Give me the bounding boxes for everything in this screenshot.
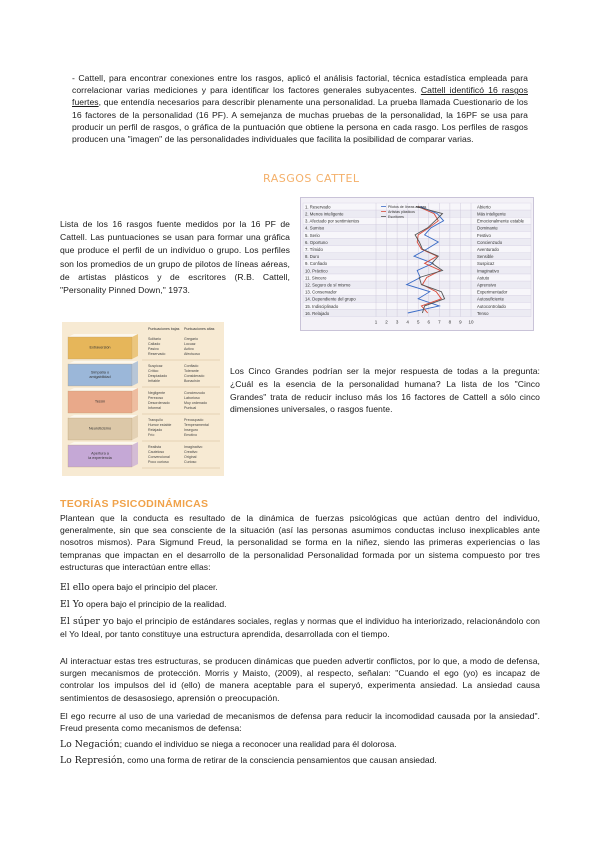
left-trait-label: 10. Práctico — [305, 268, 328, 274]
high-score-word: Inseguro — [184, 428, 198, 432]
represion-term: Lo Represión — [60, 755, 123, 766]
ello-term: El ello — [60, 582, 90, 593]
rasgos-title: RASGOS CATTEL — [263, 172, 360, 185]
left-trait-label: 3. Afectado por sentimientos — [305, 218, 360, 224]
right-trait-label: Aventurado — [477, 246, 499, 252]
high-score-word: Gregario — [184, 337, 198, 341]
intro-underlined: Cattell identificó 16 rasgos fuertes — [72, 85, 528, 108]
left-trait-label: 4. Sumiso — [305, 225, 325, 231]
right-trait-label: Sensible — [477, 254, 494, 260]
chart-svg — [301, 198, 533, 330]
low-score-word: Desordenado — [148, 401, 170, 405]
left-trait-label: 16. Relajado — [305, 310, 330, 316]
high-score-word: Bonachón — [184, 379, 201, 383]
represion-text: , como una forma de retirar de la consciencia pensamientos que causan ansiedad. — [122, 755, 437, 765]
left-trait-label: 14. Dependiente del grupo — [305, 296, 356, 302]
factor-block-top — [68, 361, 138, 364]
low-score-word: Relajado — [148, 428, 163, 432]
left-trait-label: 2. Menos inteligente — [305, 211, 344, 217]
intro-paragraph — [72, 72, 528, 145]
intro-rest: , que entendía necesarios para describir plenamente una personalidad. La prueba llamada Cuestionario de los 16 factores de la personalidad (16 PF). A semejanza de muchas pruebas de la personalidad, la 16PF se usa para producir un perfil de rasgos, o gráfica de la puntuación que obtiene la persona en cada rasgo. Los perfiles de rasgos producen una "imagen" de las personalidades individuales que facilita la posibilidad de comparar varias. — [72, 97, 528, 145]
high-score-word: Concienzudo — [184, 391, 205, 395]
legend-entry: Artistas plásticos — [388, 210, 415, 214]
x-tick-label: 9 — [459, 319, 462, 325]
left-trait-label: 11. Sincero — [305, 275, 327, 281]
factor-block-side — [132, 361, 138, 386]
ello-line — [60, 581, 540, 594]
big-five-table — [62, 322, 224, 476]
low-score-word: Irritable — [148, 379, 160, 383]
x-tick-label: 7 — [438, 319, 441, 325]
low-score-word: Suspicaz — [148, 364, 163, 368]
x-tick-label: 2 — [385, 319, 388, 325]
low-score-word: Frío — [148, 433, 155, 437]
low-score-word: Perezoso — [148, 396, 164, 400]
x-tick-label: 4 — [406, 319, 409, 325]
legend-entry: Escritores — [388, 215, 404, 219]
lista-paragraph: Lista de los 16 rasgos fuente medidos por la 16 PF de Cattell. Las puntuaciones se usan para formar una gráfica que produce el perfil de un individuo o grupo. Los perfiles son los promedios de un grupo de pilotos de líneas aéreas, de artistas plásticos y de escritores (R.B. Cattell, "Personality Pinned Down," 1973. — [60, 219, 290, 296]
cinco-grandes-paragraph: Los Cinco Grandes podrían ser la mejor respuesta de todas a la pregunta: ¿Cuál es la esencia de la personalidad humana? La lista de los "Cinco Grandes" trata de reducir incluso más los 16 factores de Cattell a sólo cinco dimensiones universales, o rasgos fuente. — [230, 366, 540, 415]
yo-text: opera bajo el principio de la realidad. — [83, 599, 227, 609]
header-high: Puntuaciones altas — [184, 327, 215, 331]
left-trait-label: 7. Tímido — [305, 246, 323, 252]
low-score-word: Informal — [148, 406, 161, 410]
high-score-word: Afectuoso — [184, 352, 200, 356]
left-trait-label: 15. Indisciplinado — [305, 303, 339, 309]
high-score-word: Imaginativo — [184, 445, 203, 449]
right-trait-label: Astuto — [477, 275, 490, 281]
high-score-word: Confiado — [184, 364, 199, 368]
factor-block-side — [132, 415, 138, 440]
right-trait-label: Aprensivo — [477, 282, 497, 288]
factor-name: Neuroticismo — [88, 426, 112, 431]
factor-name: Apertura a — [91, 451, 109, 456]
header-low: Puntuaciones bajas — [148, 327, 180, 331]
represion-line — [60, 754, 540, 767]
low-score-word: Realista — [148, 445, 161, 449]
right-trait-label: Experimentador — [477, 289, 508, 295]
right-trait-label: Suspicaz — [477, 261, 495, 267]
x-tick-label: 8 — [448, 319, 452, 325]
negacion-term: Lo Negación — [60, 739, 120, 750]
low-score-word: Humor estable — [148, 423, 172, 427]
factor-name: la experiencia — [88, 456, 112, 460]
factor-name: amigabilidad — [89, 375, 111, 379]
factor-block-top — [68, 415, 138, 418]
psico-paragraph-1: Plantean que la conducta es resultado de la dinámica de fuerzas psicológicas que actúan dentro del individuo, generalmente, sin que sea consciente de la situación (así las personas asumimos conductas incluso inexplicables ante nosotros mismos). Para Sigmund Freud, la personalidad se forma en la niñez, siendo las primeras experiencias o las tempranas que impactan en el desarrollo de la personalidad Personalidad formada por un sistema compuesto por tres estructuras que interactúan entre ellas: — [60, 513, 540, 572]
high-score-word: Muy ordenado — [184, 401, 207, 405]
x-tick-label: 1 — [374, 319, 378, 325]
right-trait-label: Más inteligente — [477, 211, 506, 217]
high-score-word: Locuaz — [184, 342, 196, 346]
right-trait-label: Abierto — [477, 204, 491, 210]
low-score-word: Crítico — [148, 369, 159, 373]
low-score-word: Poco curioso — [148, 460, 169, 464]
low-score-word: Reservado — [148, 352, 166, 356]
right-trait-label: Emocionalmente estable — [477, 218, 525, 224]
high-score-word: Tolerante — [184, 369, 199, 373]
factor-block-top — [68, 442, 138, 445]
high-score-word: Activo — [184, 347, 194, 351]
low-score-word: Negligente — [148, 391, 166, 395]
left-trait-label: 8. Duro — [305, 254, 320, 260]
high-score-word: Preocupado — [184, 418, 204, 422]
right-trait-label: Autosuficiente — [477, 296, 504, 302]
high-score-word: Temperamental — [184, 423, 209, 427]
superyo-term: El súper yo — [60, 616, 114, 627]
x-tick-label: 10 — [468, 319, 474, 325]
x-tick-label: 3 — [395, 319, 399, 325]
low-score-word: Solitario — [148, 337, 161, 341]
low-score-word: Callado — [148, 342, 161, 346]
high-score-word: Creativo — [184, 450, 198, 454]
right-trait-label: Dominante — [477, 225, 498, 231]
left-trait-label: 5. Serio — [305, 232, 320, 238]
right-trait-label: Tenso — [477, 310, 489, 316]
psico-paragraph-3: El ego recurre al uso de una variedad de mecanismos de defensa para reducir la incomodidad causada por la ansiedad". Freud presenta como mecanismos de defensa: — [60, 711, 540, 734]
factor-block-side — [132, 334, 138, 359]
psicodinamicas-heading: TEORÍAS PSICODINÁMICAS — [60, 498, 209, 510]
high-score-word: Curioso — [184, 460, 197, 464]
low-score-word: Pasivo — [148, 347, 159, 351]
x-tick-label: 5 — [416, 319, 420, 325]
yo-line — [60, 598, 540, 611]
factor-block-side — [132, 442, 138, 467]
factor-name: Extraversión — [89, 345, 111, 350]
negacion-line — [60, 738, 540, 751]
left-trait-label: 13. Conservador — [305, 289, 337, 295]
left-trait-label: 12. Seguro de sí mismo — [305, 282, 351, 288]
factor-name: Simpatía o — [90, 370, 110, 375]
negacion-text: ; cuando el individuo se niega a reconocer una realidad para él dolorosa. — [119, 739, 397, 749]
low-score-word: Cauteloso — [148, 450, 165, 454]
low-score-word: Tranquilo — [148, 418, 163, 422]
low-score-word: Convencional — [148, 455, 170, 459]
left-trait-label: 9. Confiado — [305, 261, 327, 267]
chart-row-band — [303, 253, 531, 260]
factor-block-top — [68, 388, 138, 391]
factor-name: Tesón — [94, 399, 106, 404]
high-score-word: Puntual — [184, 406, 197, 410]
left-trait-label: 6. Oportuno — [305, 239, 328, 245]
high-score-word: Emotivo — [184, 433, 197, 437]
right-trait-label: Autocontrolado — [477, 303, 506, 309]
right-trait-label: Concienzudo — [477, 239, 503, 245]
intro-text: - Cattell, para encontrar conexiones entre los rasgos, aplicó el análisis factorial, técnica estadística empleada para correlacionar varias mediciones y para identificar los factores generales subyacentes. — [72, 73, 528, 96]
legend-entry: Pilotos de líneas aéreas — [388, 205, 427, 209]
factor-block-side — [132, 388, 138, 413]
high-score-word: Considerado — [184, 374, 205, 378]
superyo-text: bajo el principio de estándares sociales, reglas y normas que el individuo ha interiorizado, relacionándolo con el Yo Ideal, por tanto constituye una estructura aprendida, desarrollada con el tiempo. — [60, 616, 540, 640]
psico-paragraph-2: Al interactuar estas tres estructuras, se producen dinámicas que pueden advertir conflictos, por lo que, a modo de defensa, surgen mecanismos de protección. Morris y Maisto, (2009), al respecto, señalan: "Cuando el ego (yo) es incapaz de controlar los impulsos del id (ello) de manera aceptable para el superyó, experimenta ansiedad. La ansiedad causa sentimientos de desasosiego, aprensión o preocupación. — [60, 656, 540, 703]
high-score-word: Laborioso — [184, 396, 200, 400]
right-trait-label: Festivo — [477, 232, 491, 238]
low-score-word: Despiadado — [148, 374, 168, 378]
chart-row-band — [303, 260, 531, 267]
right-trait-label: Imaginativo — [477, 268, 499, 274]
cattell-profile-chart — [300, 197, 534, 331]
chart-row-band — [303, 274, 531, 281]
yo-term: El Yo — [60, 599, 84, 610]
left-trait-label: 1. Reservado — [305, 204, 331, 210]
big-five-svg — [62, 322, 224, 476]
x-tick-label: 6 — [427, 319, 431, 325]
superyo-line — [60, 615, 540, 640]
factor-block-top — [68, 334, 138, 337]
ello-text: opera bajo el principio del placer. — [89, 582, 218, 592]
high-score-word: Original — [184, 455, 197, 459]
